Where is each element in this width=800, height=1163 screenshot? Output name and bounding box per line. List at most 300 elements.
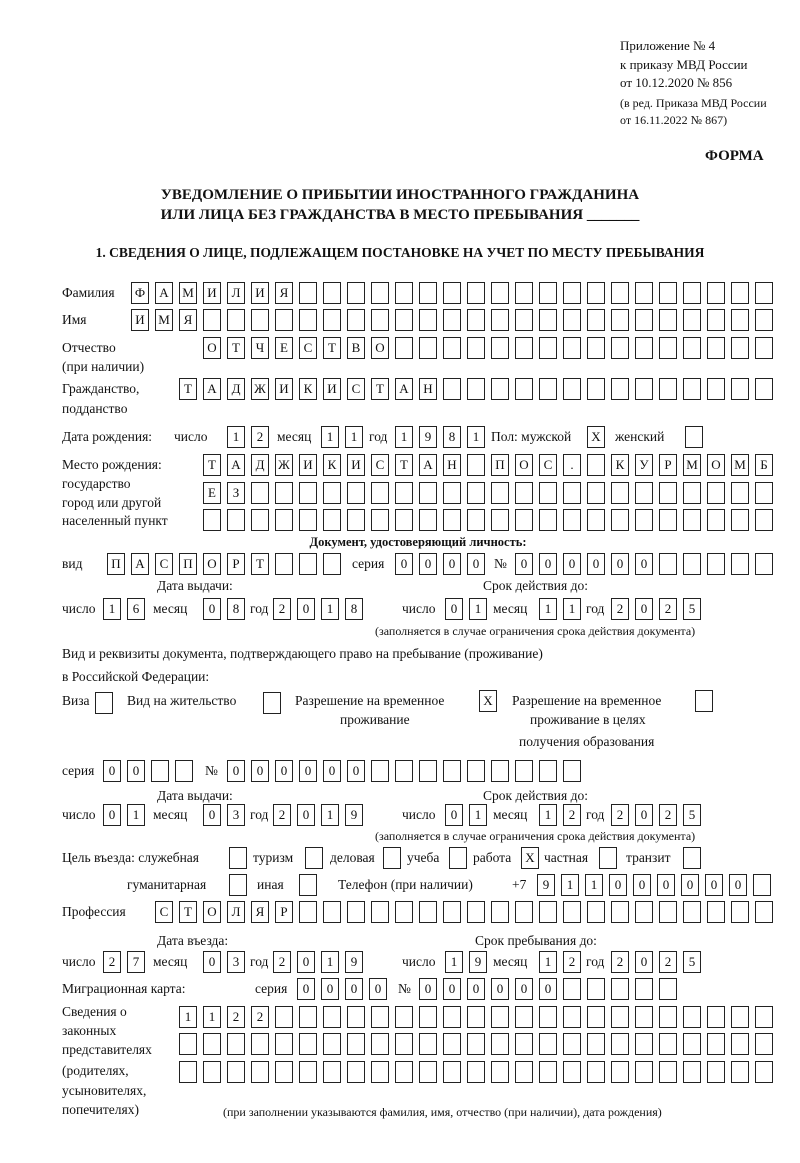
char-box[interactable]: 2 xyxy=(659,804,677,826)
char-box[interactable]: 2 xyxy=(103,951,121,973)
char-box[interactable] xyxy=(347,1061,365,1083)
char-box[interactable] xyxy=(323,901,341,923)
char-box[interactable] xyxy=(659,553,677,575)
right-doc-valid-year-boxes[interactable] xyxy=(611,804,707,826)
char-box[interactable] xyxy=(491,1061,509,1083)
char-box[interactable]: 1 xyxy=(179,1006,197,1028)
reps-boxes-row-3[interactable] xyxy=(179,1061,779,1083)
char-box[interactable] xyxy=(755,337,773,359)
char-box[interactable] xyxy=(229,874,247,896)
char-box[interactable] xyxy=(755,282,773,304)
char-box[interactable] xyxy=(707,309,725,331)
char-box[interactable]: 0 xyxy=(681,874,699,896)
char-box[interactable]: Т xyxy=(179,901,197,923)
char-box[interactable] xyxy=(755,1033,773,1055)
char-box[interactable] xyxy=(449,847,467,869)
char-box[interactable]: 0 xyxy=(491,978,509,1000)
char-box[interactable] xyxy=(539,509,557,531)
char-box[interactable] xyxy=(659,1033,677,1055)
char-box[interactable]: 2 xyxy=(611,951,629,973)
char-box[interactable] xyxy=(515,282,533,304)
char-box[interactable]: 3 xyxy=(227,951,245,973)
char-box[interactable] xyxy=(659,337,677,359)
char-box[interactable] xyxy=(755,901,773,923)
char-box[interactable] xyxy=(731,1033,749,1055)
char-box[interactable]: 1 xyxy=(469,804,487,826)
char-box[interactable]: 0 xyxy=(729,874,747,896)
char-box[interactable] xyxy=(299,553,317,575)
char-box[interactable] xyxy=(443,760,461,782)
char-box[interactable]: 0 xyxy=(587,553,605,575)
char-box[interactable] xyxy=(419,282,437,304)
char-box[interactable] xyxy=(755,1006,773,1028)
char-box[interactable]: 0 xyxy=(345,978,363,1000)
char-box[interactable] xyxy=(467,1033,485,1055)
char-box[interactable] xyxy=(539,1033,557,1055)
char-box[interactable] xyxy=(683,282,701,304)
char-box[interactable]: 0 xyxy=(297,598,315,620)
char-box[interactable] xyxy=(685,426,703,448)
char-box[interactable] xyxy=(611,378,629,400)
char-box[interactable]: 5 xyxy=(683,598,701,620)
char-box[interactable]: Н xyxy=(419,378,437,400)
char-box[interactable]: А xyxy=(203,378,221,400)
char-box[interactable]: 0 xyxy=(395,553,413,575)
char-box[interactable] xyxy=(323,282,341,304)
char-box[interactable]: 2 xyxy=(273,598,291,620)
char-box[interactable] xyxy=(395,1061,413,1083)
char-box[interactable]: З xyxy=(227,482,245,504)
char-box[interactable]: 0 xyxy=(419,978,437,1000)
char-box[interactable]: 9 xyxy=(345,951,363,973)
char-box[interactable]: 5 xyxy=(683,804,701,826)
char-box[interactable] xyxy=(323,482,341,504)
char-box[interactable]: И xyxy=(131,309,149,331)
char-box[interactable] xyxy=(539,760,557,782)
char-box[interactable]: 2 xyxy=(563,951,581,973)
char-box[interactable]: 0 xyxy=(539,978,557,1000)
migration-number-boxes[interactable] xyxy=(419,978,683,1000)
char-box[interactable] xyxy=(707,482,725,504)
char-box[interactable] xyxy=(587,1061,605,1083)
char-box[interactable] xyxy=(611,1006,629,1028)
char-box[interactable] xyxy=(683,378,701,400)
char-box[interactable] xyxy=(419,760,437,782)
char-box[interactable]: 0 xyxy=(539,553,557,575)
char-box[interactable]: Р xyxy=(275,901,293,923)
char-box[interactable] xyxy=(443,378,461,400)
char-box[interactable]: Н xyxy=(443,454,461,476)
right-doc-issue-year-boxes[interactable] xyxy=(273,804,369,826)
name-boxes[interactable] xyxy=(131,309,779,331)
char-box[interactable] xyxy=(263,692,281,714)
purpose-business-checkbox[interactable] xyxy=(383,847,407,869)
char-box[interactable] xyxy=(683,337,701,359)
char-box[interactable] xyxy=(323,509,341,531)
char-box[interactable]: 5 xyxy=(683,951,701,973)
char-box[interactable]: К xyxy=(323,454,341,476)
char-box[interactable]: Т xyxy=(179,378,197,400)
id-valid-year-boxes[interactable] xyxy=(611,598,707,620)
char-box[interactable]: 2 xyxy=(251,1006,269,1028)
id-kind-boxes[interactable] xyxy=(107,553,347,575)
char-box[interactable]: 0 xyxy=(515,978,533,1000)
char-box[interactable]: Я xyxy=(251,901,269,923)
char-box[interactable] xyxy=(467,760,485,782)
char-box[interactable] xyxy=(731,901,749,923)
char-box[interactable] xyxy=(587,282,605,304)
char-box[interactable] xyxy=(251,1061,269,1083)
char-box[interactable]: 2 xyxy=(227,1006,245,1028)
char-box[interactable]: У xyxy=(635,454,653,476)
char-box[interactable] xyxy=(443,1061,461,1083)
right-doc-number-boxes[interactable] xyxy=(227,760,587,782)
char-box[interactable] xyxy=(419,309,437,331)
char-box[interactable]: 0 xyxy=(419,553,437,575)
char-box[interactable]: О xyxy=(707,454,725,476)
char-box[interactable]: И xyxy=(323,378,341,400)
char-box[interactable] xyxy=(467,482,485,504)
char-box[interactable]: 0 xyxy=(203,804,221,826)
char-box[interactable]: Д xyxy=(227,378,245,400)
char-box[interactable] xyxy=(491,337,509,359)
char-box[interactable] xyxy=(659,1061,677,1083)
char-box[interactable] xyxy=(419,337,437,359)
citizenship-boxes[interactable] xyxy=(179,378,779,400)
char-box[interactable] xyxy=(611,282,629,304)
char-box[interactable] xyxy=(731,378,749,400)
surname-boxes[interactable] xyxy=(131,282,779,304)
char-box[interactable]: 0 xyxy=(347,760,365,782)
char-box[interactable]: С xyxy=(539,454,557,476)
char-box[interactable] xyxy=(683,309,701,331)
char-box[interactable] xyxy=(443,337,461,359)
char-box[interactable]: 1 xyxy=(539,951,557,973)
char-box[interactable]: 1 xyxy=(321,598,339,620)
char-box[interactable] xyxy=(753,874,771,896)
char-box[interactable] xyxy=(695,690,713,712)
char-box[interactable]: Л xyxy=(227,282,245,304)
char-box[interactable]: Е xyxy=(203,482,221,504)
char-box[interactable]: . xyxy=(563,454,581,476)
char-box[interactable] xyxy=(539,309,557,331)
char-box[interactable]: 0 xyxy=(657,874,675,896)
char-box[interactable] xyxy=(755,509,773,531)
char-box[interactable] xyxy=(275,1006,293,1028)
char-box[interactable]: С xyxy=(155,553,173,575)
char-box[interactable]: С xyxy=(347,378,365,400)
char-box[interactable] xyxy=(491,309,509,331)
char-box[interactable] xyxy=(371,509,389,531)
char-box[interactable]: 2 xyxy=(251,426,269,448)
char-box[interactable] xyxy=(707,553,725,575)
char-box[interactable]: X xyxy=(587,426,605,448)
char-box[interactable] xyxy=(383,847,401,869)
char-box[interactable]: 1 xyxy=(395,426,413,448)
char-box[interactable] xyxy=(467,282,485,304)
char-box[interactable] xyxy=(395,1033,413,1055)
char-box[interactable]: Т xyxy=(395,454,413,476)
char-box[interactable] xyxy=(467,454,485,476)
char-box[interactable] xyxy=(707,509,725,531)
char-box[interactable] xyxy=(347,1033,365,1055)
char-box[interactable] xyxy=(95,692,113,714)
sex-male-checkbox[interactable] xyxy=(587,426,611,448)
birth-month-boxes[interactable] xyxy=(321,426,369,448)
char-box[interactable] xyxy=(587,509,605,531)
char-box[interactable]: Ч xyxy=(251,337,269,359)
migration-series-boxes[interactable] xyxy=(297,978,393,1000)
char-box[interactable]: 6 xyxy=(127,598,145,620)
char-box[interactable] xyxy=(587,482,605,504)
char-box[interactable]: 0 xyxy=(445,804,463,826)
char-box[interactable]: 0 xyxy=(633,874,651,896)
char-box[interactable] xyxy=(755,553,773,575)
char-box[interactable] xyxy=(515,1006,533,1028)
char-box[interactable] xyxy=(539,1061,557,1083)
char-box[interactable] xyxy=(611,1061,629,1083)
char-box[interactable] xyxy=(755,378,773,400)
char-box[interactable]: Я xyxy=(275,282,293,304)
char-box[interactable]: О xyxy=(371,337,389,359)
char-box[interactable] xyxy=(683,1033,701,1055)
char-box[interactable] xyxy=(323,1061,341,1083)
char-box[interactable] xyxy=(395,482,413,504)
char-box[interactable]: 1 xyxy=(467,426,485,448)
char-box[interactable]: Б xyxy=(755,454,773,476)
char-box[interactable]: Р xyxy=(659,454,677,476)
char-box[interactable]: 1 xyxy=(563,598,581,620)
char-box[interactable]: И xyxy=(275,378,293,400)
char-box[interactable] xyxy=(227,1061,245,1083)
char-box[interactable] xyxy=(515,309,533,331)
char-box[interactable] xyxy=(347,309,365,331)
profession-boxes[interactable] xyxy=(155,901,779,923)
char-box[interactable] xyxy=(467,337,485,359)
char-box[interactable] xyxy=(275,509,293,531)
char-box[interactable] xyxy=(203,309,221,331)
char-box[interactable]: 0 xyxy=(635,553,653,575)
char-box[interactable]: 0 xyxy=(611,553,629,575)
char-box[interactable] xyxy=(611,482,629,504)
char-box[interactable] xyxy=(755,309,773,331)
char-box[interactable] xyxy=(275,482,293,504)
char-box[interactable]: 1 xyxy=(321,951,339,973)
char-box[interactable] xyxy=(347,509,365,531)
char-box[interactable] xyxy=(731,482,749,504)
char-box[interactable]: И xyxy=(347,454,365,476)
char-box[interactable]: 1 xyxy=(469,598,487,620)
char-box[interactable]: А xyxy=(131,553,149,575)
char-box[interactable] xyxy=(683,509,701,531)
char-box[interactable]: Д xyxy=(251,454,269,476)
char-box[interactable] xyxy=(515,482,533,504)
char-box[interactable]: 3 xyxy=(227,804,245,826)
char-box[interactable] xyxy=(563,482,581,504)
purpose-official-checkbox[interactable] xyxy=(229,847,253,869)
char-box[interactable] xyxy=(563,978,581,1000)
char-box[interactable] xyxy=(323,1033,341,1055)
char-box[interactable] xyxy=(371,1006,389,1028)
char-box[interactable] xyxy=(443,1033,461,1055)
char-box[interactable]: Т xyxy=(323,337,341,359)
char-box[interactable] xyxy=(443,901,461,923)
char-box[interactable]: 0 xyxy=(609,874,627,896)
char-box[interactable]: 8 xyxy=(345,598,363,620)
char-box[interactable] xyxy=(659,482,677,504)
char-box[interactable]: А xyxy=(419,454,437,476)
char-box[interactable] xyxy=(227,509,245,531)
right-doc-issue-day-boxes[interactable] xyxy=(103,804,151,826)
char-box[interactable] xyxy=(151,760,169,782)
char-box[interactable] xyxy=(707,901,725,923)
char-box[interactable] xyxy=(275,553,293,575)
char-box[interactable] xyxy=(491,901,509,923)
char-box[interactable] xyxy=(635,337,653,359)
char-box[interactable]: 1 xyxy=(103,598,121,620)
char-box[interactable] xyxy=(731,1061,749,1083)
char-box[interactable]: 0 xyxy=(251,760,269,782)
char-box[interactable] xyxy=(563,1033,581,1055)
char-box[interactable] xyxy=(635,482,653,504)
char-box[interactable] xyxy=(443,509,461,531)
char-box[interactable] xyxy=(419,1033,437,1055)
char-box[interactable] xyxy=(587,1033,605,1055)
char-box[interactable] xyxy=(539,482,557,504)
birthplace-boxes-row-2[interactable] xyxy=(203,482,779,504)
char-box[interactable]: 1 xyxy=(539,804,557,826)
char-box[interactable]: 0 xyxy=(443,978,461,1000)
char-box[interactable] xyxy=(659,378,677,400)
id-issue-year-boxes[interactable] xyxy=(273,598,369,620)
char-box[interactable] xyxy=(395,1006,413,1028)
temp-residence-edu-checkbox[interactable] xyxy=(695,690,719,712)
entry-month-boxes[interactable] xyxy=(203,951,251,973)
char-box[interactable] xyxy=(203,1033,221,1055)
char-box[interactable]: И xyxy=(299,454,317,476)
char-box[interactable] xyxy=(635,978,653,1000)
char-box[interactable] xyxy=(467,1061,485,1083)
char-box[interactable]: 1 xyxy=(345,426,363,448)
char-box[interactable] xyxy=(515,901,533,923)
char-box[interactable]: С xyxy=(371,454,389,476)
char-box[interactable] xyxy=(491,378,509,400)
char-box[interactable]: Л xyxy=(227,901,245,923)
char-box[interactable]: Ж xyxy=(251,378,269,400)
char-box[interactable] xyxy=(539,1006,557,1028)
char-box[interactable]: 0 xyxy=(103,760,121,782)
char-box[interactable] xyxy=(299,1033,317,1055)
char-box[interactable] xyxy=(731,553,749,575)
char-box[interactable]: Т xyxy=(371,378,389,400)
char-box[interactable] xyxy=(299,282,317,304)
char-box[interactable] xyxy=(635,1061,653,1083)
char-box[interactable] xyxy=(229,847,247,869)
char-box[interactable]: 0 xyxy=(227,760,245,782)
purpose-study-checkbox[interactable] xyxy=(449,847,473,869)
char-box[interactable] xyxy=(515,1033,533,1055)
char-box[interactable] xyxy=(683,1061,701,1083)
char-box[interactable]: Ж xyxy=(275,454,293,476)
char-box[interactable] xyxy=(707,378,725,400)
char-box[interactable]: 0 xyxy=(321,978,339,1000)
char-box[interactable] xyxy=(299,874,317,896)
temp-residence-checkbox[interactable] xyxy=(479,690,503,712)
purpose-tourism-checkbox[interactable] xyxy=(305,847,329,869)
char-box[interactable] xyxy=(563,309,581,331)
char-box[interactable] xyxy=(443,482,461,504)
char-box[interactable] xyxy=(371,282,389,304)
char-box[interactable]: 0 xyxy=(515,553,533,575)
char-box[interactable] xyxy=(491,509,509,531)
char-box[interactable] xyxy=(227,1033,245,1055)
char-box[interactable] xyxy=(731,337,749,359)
char-box[interactable] xyxy=(707,1006,725,1028)
char-box[interactable] xyxy=(491,482,509,504)
char-box[interactable]: 1 xyxy=(561,874,579,896)
char-box[interactable] xyxy=(635,1006,653,1028)
char-box[interactable] xyxy=(491,282,509,304)
char-box[interactable] xyxy=(611,309,629,331)
char-box[interactable] xyxy=(175,760,193,782)
char-box[interactable] xyxy=(707,337,725,359)
char-box[interactable] xyxy=(443,1006,461,1028)
char-box[interactable] xyxy=(635,378,653,400)
char-box[interactable] xyxy=(587,337,605,359)
char-box[interactable] xyxy=(587,901,605,923)
char-box[interactable] xyxy=(395,901,413,923)
char-box[interactable]: 0 xyxy=(369,978,387,1000)
purpose-private-checkbox[interactable] xyxy=(599,847,623,869)
char-box[interactable] xyxy=(395,509,413,531)
char-box[interactable]: X xyxy=(479,690,497,712)
char-box[interactable]: 0 xyxy=(563,553,581,575)
char-box[interactable]: К xyxy=(299,378,317,400)
char-box[interactable]: 1 xyxy=(539,598,557,620)
char-box[interactable] xyxy=(563,337,581,359)
char-box[interactable] xyxy=(515,509,533,531)
char-box[interactable] xyxy=(371,1033,389,1055)
char-box[interactable]: 0 xyxy=(635,598,653,620)
char-box[interactable] xyxy=(467,901,485,923)
char-box[interactable] xyxy=(467,509,485,531)
char-box[interactable] xyxy=(251,309,269,331)
char-box[interactable]: 2 xyxy=(273,951,291,973)
char-box[interactable] xyxy=(635,1033,653,1055)
char-box[interactable]: 0 xyxy=(275,760,293,782)
char-box[interactable] xyxy=(251,482,269,504)
char-box[interactable] xyxy=(323,1006,341,1028)
char-box[interactable] xyxy=(611,1033,629,1055)
char-box[interactable] xyxy=(611,978,629,1000)
char-box[interactable] xyxy=(179,1061,197,1083)
char-box[interactable] xyxy=(659,282,677,304)
char-box[interactable]: К xyxy=(611,454,629,476)
char-box[interactable]: 1 xyxy=(445,951,463,973)
char-box[interactable]: О xyxy=(203,901,221,923)
char-box[interactable]: Е xyxy=(275,337,293,359)
char-box[interactable] xyxy=(371,309,389,331)
char-box[interactable] xyxy=(395,282,413,304)
char-box[interactable] xyxy=(563,901,581,923)
char-box[interactable]: М xyxy=(683,454,701,476)
char-box[interactable]: Я xyxy=(179,309,197,331)
char-box[interactable] xyxy=(371,760,389,782)
char-box[interactable]: С xyxy=(299,337,317,359)
char-box[interactable] xyxy=(635,282,653,304)
char-box[interactable] xyxy=(323,553,341,575)
char-box[interactable]: 9 xyxy=(419,426,437,448)
